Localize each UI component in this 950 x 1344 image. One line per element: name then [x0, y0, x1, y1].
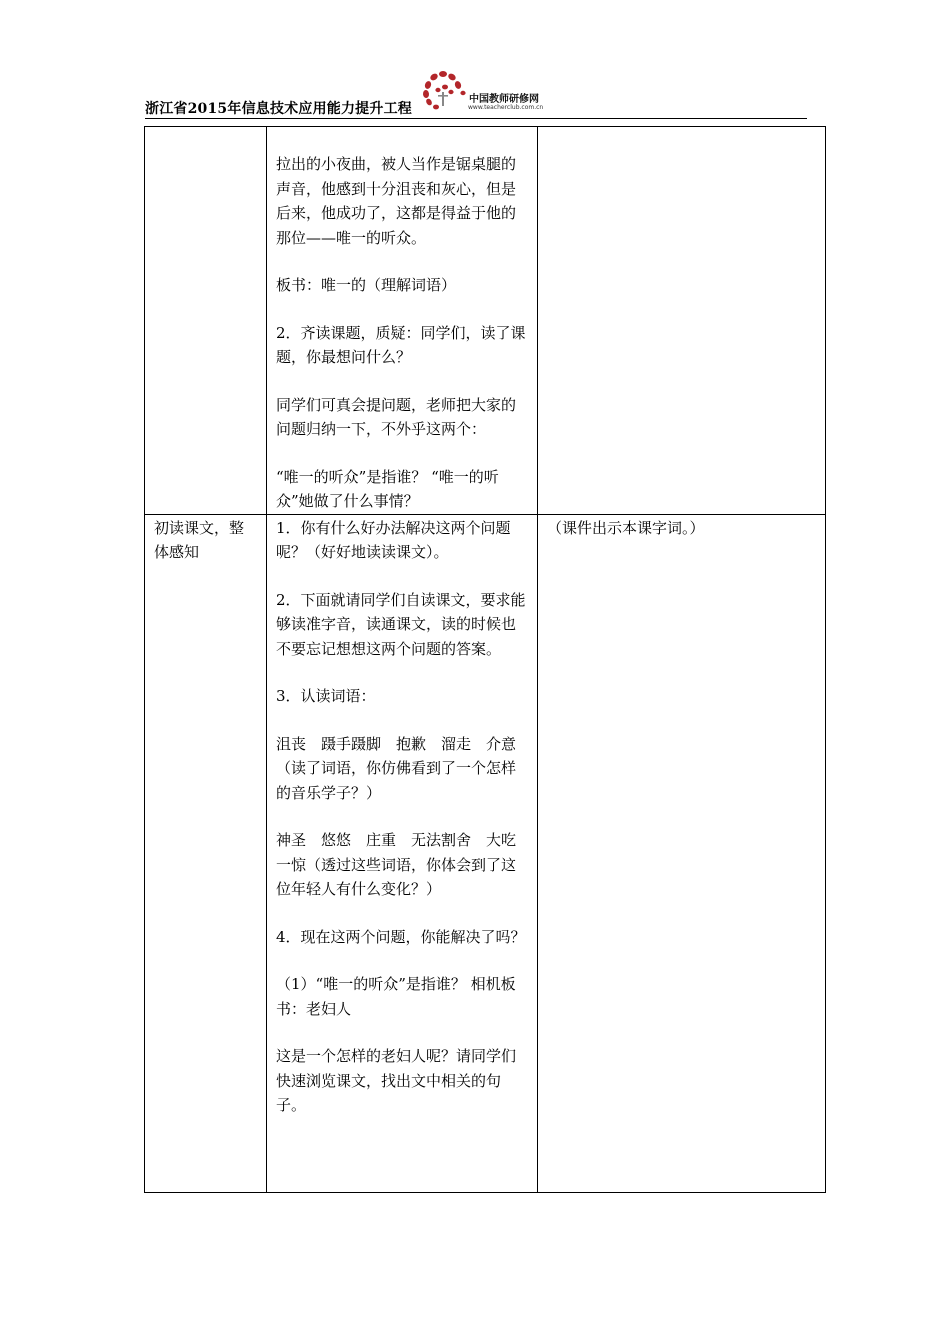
activity-paragraph: 拉出的小夜曲，被人当作是锯桌腿的声音，他感到十分沮丧和灰心，但是后来，他成功了，这都是得益于他的那位——唯一的听众。: [276, 155, 517, 247]
teacherclub-logo: [417, 68, 567, 118]
notes-cell: [538, 514, 826, 1192]
activity-paragraph: 沮丧 蹑手蹑脚 抱歉 溜走 介意 （读了词语，你仿佛看到了一个怎样的音乐学子？）: [276, 734, 547, 802]
activity-paragraph: 2．下面就请同学们自读课文，要求能够读准字音，读通课文，读的时候也不要忘记想想这两个问题的答案。: [276, 590, 526, 658]
flower-logo-icon: [417, 68, 469, 114]
activity-cell: [267, 127, 538, 515]
logo-url: www.teacherclub.com.cn: [468, 104, 544, 111]
activity-paragraph: （1）“唯一的听众”是指谁？ 相机板书：老妇人: [276, 975, 516, 1018]
activity-paragraph: 2．齐读课题，质疑：同学们，读了课题，你最想问什么？: [276, 323, 526, 366]
logo-name: 中国教师研修网: [469, 94, 539, 105]
table-row: [145, 514, 826, 1192]
notes-text: （课件出示本课字词。）: [547, 518, 705, 537]
notes-cell: [538, 127, 826, 515]
activity-paragraph: 板书：唯一的（理解词语）: [276, 276, 457, 294]
stage-cell: [145, 514, 267, 1192]
activity-paragraph: 3．认读词语：: [276, 687, 376, 705]
lesson-plan-table: [144, 126, 826, 1193]
activity-paragraph: “唯一的听众”是指谁？ “唯一的听众”她做了什么事情？: [276, 467, 499, 510]
activity-cell: [267, 514, 547, 1192]
table-row: [145, 127, 826, 515]
activity-paragraph: 这是一个怎样的老妇人呢？请同学们快速浏览课文，找出文中相关的句子。: [276, 1047, 517, 1114]
activity-paragraph: 神圣 悠悠 庄重 无法割舍 大吃一惊（透过这些词语，你体会到了这位年轻人有什么变化？）: [276, 831, 517, 898]
stage-cell: [145, 127, 267, 515]
stage-text: 初读课文，整体感知: [154, 518, 245, 561]
activity-paragraph: 1．你有什么好办法解决这两个问题呢？（好好地读读课文）。: [276, 518, 511, 561]
activity-paragraph: 4．现在这两个问题，你能解决了吗？: [276, 927, 526, 946]
page-header: [145, 68, 807, 120]
activity-paragraph: 同学们可真会提问题，老师把大家的问题归纳一下，不外乎这两个：: [276, 395, 517, 438]
header-divider: [145, 118, 807, 119]
header-title: 浙江省2015年信息技术应用能力提升工程: [145, 101, 412, 117]
